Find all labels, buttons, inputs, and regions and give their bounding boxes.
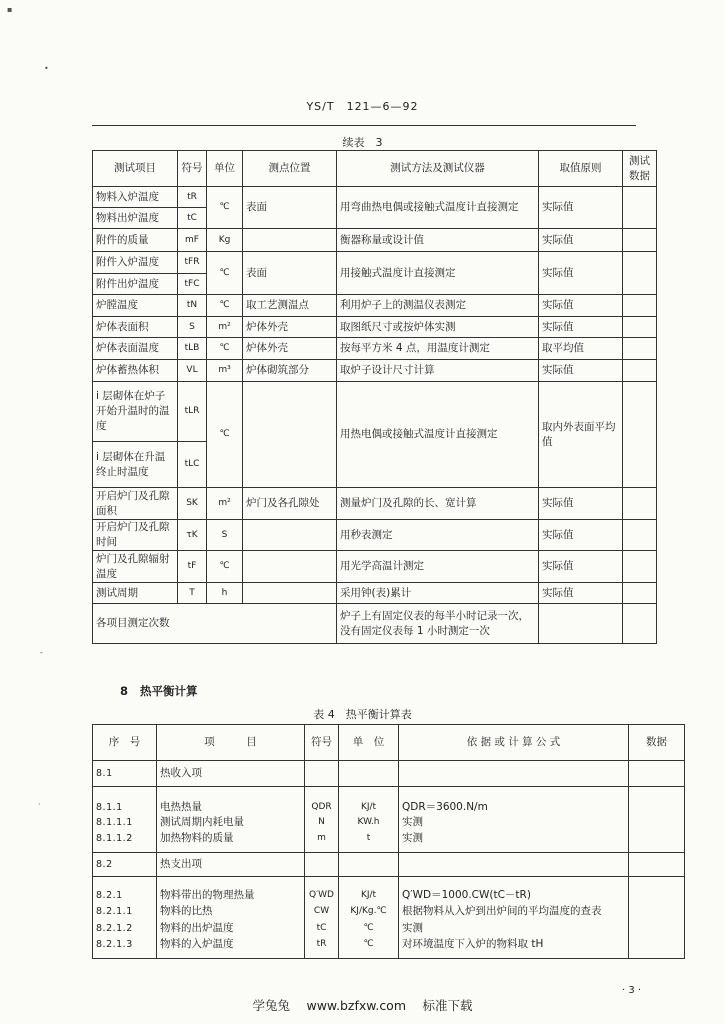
- location-cell: 炉体外壳: [243, 317, 337, 338]
- unit-cell: ℃: [207, 187, 243, 229]
- item-cell: 炉体蓄热体积: [93, 360, 178, 382]
- location-cell: [243, 520, 337, 551]
- symbol-cell: tFR: [178, 252, 207, 274]
- symbol-cell: tC: [305, 920, 339, 937]
- location-cell: 取工艺测温点: [243, 295, 337, 317]
- col-header-data: 数据: [629, 725, 685, 761]
- table-row: [93, 295, 657, 317]
- data-cell: [629, 920, 685, 937]
- principle-cell: 实际值: [539, 551, 623, 583]
- col-header-data: 测试数据: [623, 151, 657, 187]
- item-cell: 物料入炉温度: [93, 187, 178, 208]
- test-items-table: [92, 150, 657, 644]
- unit-cell: KW.h: [339, 815, 399, 831]
- symbol-cell: tLB: [178, 338, 207, 360]
- row-number: 8.2: [93, 853, 157, 877]
- scan-speck: ·: [38, 800, 41, 809]
- method-cell: 用秒表测定: [337, 520, 539, 551]
- col-header-principle: 取值原则: [539, 151, 623, 187]
- table-row: [93, 317, 657, 338]
- table4-header-row: [93, 725, 685, 761]
- method-cell: 炉子上有固定仪表的每半小时记录一次，没有固定仪表每 1 小时测定一次: [337, 604, 539, 644]
- col-header-item: 测试项目: [93, 151, 178, 187]
- item-cell: 物料出炉温度: [93, 208, 178, 229]
- formula-cell: [399, 853, 629, 877]
- item-cell: 附件的质量: [93, 229, 178, 252]
- principle-cell: 实际值: [539, 488, 623, 520]
- unit-cell: ℃: [339, 937, 399, 959]
- scan-speck: •: [44, 64, 49, 73]
- location-cell: [243, 551, 337, 583]
- section-title: 热平衡计算: [140, 684, 198, 698]
- unit-cell: KJ/Kg.℃: [339, 903, 399, 920]
- table-row: [93, 583, 657, 604]
- table-row: [93, 877, 685, 903]
- principle-cell: 实际值: [539, 252, 623, 295]
- item-cell: 炉体表面温度: [93, 338, 178, 360]
- method-cell: 利用炉子上的测温仪表测定: [337, 295, 539, 317]
- col-header-symbol: 符号: [178, 151, 207, 187]
- data-cell: [629, 903, 685, 920]
- principle-cell: 实际值: [539, 317, 623, 338]
- formula-cell: 对环境温度下入炉的物料取 tH: [399, 937, 629, 959]
- col-header-method: 测试方法及测试仪器: [337, 151, 539, 187]
- method-cell: 按每平方米 4 点，用温度计测定: [337, 338, 539, 360]
- location-cell: 表面: [243, 187, 337, 229]
- table-row: [93, 853, 685, 877]
- project-cell: 物料的入炉温度: [157, 937, 305, 959]
- data-cell: [629, 787, 685, 815]
- formula-cell: Q′WD＝1000.CW(tC－tR): [399, 877, 629, 903]
- symbol-cell: CW: [305, 903, 339, 920]
- scan-speck: -: [40, 648, 43, 657]
- table-row: [93, 187, 657, 208]
- unit-cell: ℃: [207, 382, 243, 488]
- principle-cell: 实际值: [539, 187, 623, 229]
- location-cell: 炉门及各孔隙处: [243, 488, 337, 520]
- formula-cell: 实测: [399, 815, 629, 831]
- symbol-cell: S: [178, 317, 207, 338]
- formula-cell: 实测: [399, 920, 629, 937]
- row-number: 8.2.1.2: [93, 920, 157, 937]
- data-cell: [623, 229, 657, 252]
- data-cell: [629, 853, 685, 877]
- table-row: [93, 338, 657, 360]
- data-cell: [623, 382, 657, 488]
- method-cell: 用热电偶或接触式温度计直接测定: [337, 382, 539, 488]
- item-cell: 开启炉门及孔隙时间: [93, 520, 178, 551]
- table3-caption: 续表 3: [342, 136, 383, 149]
- table-row: [93, 520, 657, 551]
- symbol-cell: N: [305, 815, 339, 831]
- method-cell: 取炉子设计尺寸计算: [337, 360, 539, 382]
- data-cell: [623, 295, 657, 317]
- table-row: [93, 787, 685, 815]
- symbol-cell: tR: [178, 187, 207, 208]
- row-number: 8.1.1.1: [93, 815, 157, 831]
- table-row: [93, 920, 685, 937]
- project-cell: 加热物料的质量: [157, 831, 305, 853]
- watermark-footer: 学兔兔 www.bzfxw.com 标准下载: [252, 998, 473, 1013]
- col-header-formula: 依 据 或 计 算 公 式: [399, 725, 629, 761]
- location-cell: 炉体外壳: [243, 338, 337, 360]
- row-number: 8.2.1.1: [93, 903, 157, 920]
- data-cell: [623, 252, 657, 295]
- method-cell: 用弯曲热电偶或接触式温度计直接测定: [337, 187, 539, 229]
- symbol-cell: [305, 853, 339, 877]
- data-cell: [629, 937, 685, 959]
- location-cell: [243, 583, 337, 604]
- symbol-cell: tLC: [178, 442, 207, 488]
- symbol-cell: QDR: [305, 787, 339, 815]
- symbol-cell: VL: [178, 360, 207, 382]
- unit-cell: KJ/t: [339, 877, 399, 903]
- project-cell: 热收入项: [157, 761, 305, 787]
- symbol-cell: T: [178, 583, 207, 604]
- table-row: [93, 382, 657, 442]
- data-cell: [629, 761, 685, 787]
- data-cell: [629, 815, 685, 831]
- symbol-cell: Q′WD: [305, 877, 339, 903]
- data-cell: [623, 551, 657, 583]
- table-row: [93, 937, 685, 959]
- unit-cell: [339, 853, 399, 877]
- project-cell: 电热热量: [157, 787, 305, 815]
- symbol-cell: SK: [178, 488, 207, 520]
- item-cell: 附件入炉温度: [93, 252, 178, 274]
- table-row: [93, 252, 657, 274]
- formula-cell: 根据物料从入炉到出炉间的平均温度的查表: [399, 903, 629, 920]
- method-cell: 用光学高温计测定: [337, 551, 539, 583]
- unit-cell: t: [339, 831, 399, 853]
- principle-cell: [539, 604, 623, 644]
- method-cell: 衡器称量或设计值: [337, 229, 539, 252]
- principle-cell: 实际值: [539, 295, 623, 317]
- unit-cell: ℃: [207, 252, 243, 295]
- row-number: 8.2.1.3: [93, 937, 157, 959]
- col-header-number: 序 号: [93, 725, 157, 761]
- method-cell: 取图纸尺寸或按炉体实测: [337, 317, 539, 338]
- scan-speck: ▪: [7, 5, 13, 14]
- unit-cell: ℃: [207, 338, 243, 360]
- header-rule: [92, 125, 636, 126]
- data-cell: [623, 187, 657, 229]
- project-cell: 物料带出的物理热量: [157, 877, 305, 903]
- table-row: [93, 815, 685, 831]
- symbol-cell: tN: [178, 295, 207, 317]
- unit-cell: ℃: [207, 551, 243, 583]
- principle-cell: 实际值: [539, 520, 623, 551]
- unit-cell: ℃: [339, 920, 399, 937]
- table4-caption: 表 4 热平衡计算表: [313, 708, 412, 721]
- col-header-symbol: 符号: [305, 725, 339, 761]
- item-cell: 开启炉门及孔隙面积: [93, 488, 178, 520]
- project-cell: 测试周期内耗电量: [157, 815, 305, 831]
- unit-cell: [339, 761, 399, 787]
- col-header-unit: 单位: [207, 151, 243, 187]
- data-cell: [623, 583, 657, 604]
- unit-cell: m²: [207, 317, 243, 338]
- symbol-cell: tF: [178, 551, 207, 583]
- formula-cell: [399, 761, 629, 787]
- table-row: [93, 551, 657, 583]
- formula-cell: QDR＝3600.N/m: [399, 787, 629, 815]
- unit-cell: m³: [207, 360, 243, 382]
- table-row: [93, 229, 657, 252]
- unit-cell: KJ/t: [339, 787, 399, 815]
- heat-balance-table: [92, 724, 685, 959]
- location-cell: [243, 229, 337, 252]
- table-row: [93, 360, 657, 382]
- item-cell: 炉膛温度: [93, 295, 178, 317]
- principle-cell: 取平均值: [539, 338, 623, 360]
- col-header-location: 测点位置: [243, 151, 337, 187]
- unit-cell: ℃: [207, 295, 243, 317]
- row-number: 8.2.1: [93, 877, 157, 903]
- project-cell: 热支出项: [157, 853, 305, 877]
- item-cell: 测试周期: [93, 583, 178, 604]
- method-cell: 采用钟(表)累计: [337, 583, 539, 604]
- symbol-cell: tFC: [178, 274, 207, 295]
- table-row: [93, 903, 685, 920]
- item-cell: 炉体表面积: [93, 317, 178, 338]
- page-number: · 3 ·: [622, 985, 642, 996]
- section-number: 8: [120, 684, 129, 698]
- row-number: 8.1.1.2: [93, 831, 157, 853]
- row-number: 8.1: [93, 761, 157, 787]
- table-row: [93, 831, 685, 853]
- location-cell: 炉体砌筑部分: [243, 360, 337, 382]
- col-header-project: 项 目: [157, 725, 305, 761]
- principle-cell: 实际值: [539, 360, 623, 382]
- table-row: [93, 488, 657, 520]
- page-header: YS/T 121—6—92: [306, 100, 419, 113]
- method-cell: 测量炉门及孔隙的长、宽计算: [337, 488, 539, 520]
- formula-cell: 实测: [399, 831, 629, 853]
- data-cell: [623, 488, 657, 520]
- method-cell: 用接触式温度计直接测定: [337, 252, 539, 295]
- symbol-cell: tLR: [178, 382, 207, 442]
- principle-cell: 实际值: [539, 583, 623, 604]
- item-cell: i 层砌体在升温终止时温度: [93, 442, 178, 488]
- location-cell: [243, 382, 337, 488]
- item-cell: 各项目测定次数: [93, 604, 337, 644]
- unit-cell: S: [207, 520, 243, 551]
- principle-cell: 实际值: [539, 229, 623, 252]
- section-heading: [120, 683, 198, 699]
- symbol-cell: mF: [178, 229, 207, 252]
- row-number: 8.1.1: [93, 787, 157, 815]
- table3-header-row: [93, 151, 657, 187]
- unit-cell: h: [207, 583, 243, 604]
- data-cell: [629, 877, 685, 903]
- data-cell: [623, 520, 657, 551]
- principle-cell: 取内外表面平均值: [539, 382, 623, 488]
- table-row: [93, 604, 657, 644]
- data-cell: [623, 338, 657, 360]
- location-cell: 表面: [243, 252, 337, 295]
- symbol-cell: [305, 761, 339, 787]
- project-cell: 物料的比热: [157, 903, 305, 920]
- item-cell: i 层砌体在炉子开始升温时的温度: [93, 382, 178, 442]
- unit-cell: m²: [207, 488, 243, 520]
- item-cell: 炉门及孔隙辐射温度: [93, 551, 178, 583]
- table-row: [93, 761, 685, 787]
- unit-cell: Kg: [207, 229, 243, 252]
- symbol-cell: tR: [305, 937, 339, 959]
- data-cell: [623, 604, 657, 644]
- symbol-cell: τK: [178, 520, 207, 551]
- data-cell: [629, 831, 685, 853]
- data-cell: [623, 360, 657, 382]
- symbol-cell: tC: [178, 208, 207, 229]
- data-cell: [623, 317, 657, 338]
- col-header-unit: 单 位: [339, 725, 399, 761]
- project-cell: 物料的出炉温度: [157, 920, 305, 937]
- symbol-cell: m: [305, 831, 339, 853]
- item-cell: 附件出炉温度: [93, 274, 178, 295]
